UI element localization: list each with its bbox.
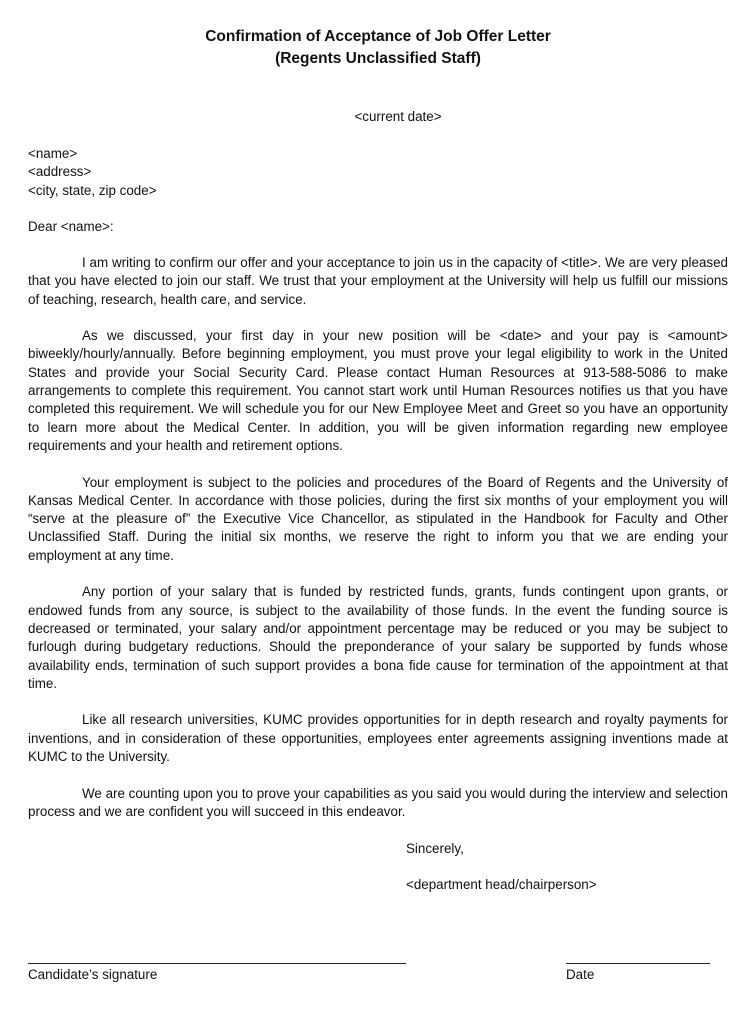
paragraph-closing-remarks: We are counting upon you to prove your capabilities as you said you would during the interview and selection process and we are confident you will succeed in this endeavor. bbox=[28, 785, 728, 819]
paragraph-start-date-pay: As we discussed, your first day in your new position will be <date> and your pay is <amount> biweekly/hourly/annually. Before beginning employment, you must prove your legal eligibility to work in the United States and provide your Social Security Card. Please contact Human Resources at 913-588-5086 to make arrangements to complete this requirement. You cannot start work until Human Resources notifies us that you have completed this requirement. We will schedule you for our New Employee Meet and Greet so you have an opportunity to learn more about the Medical Center. In addition, you will be given information regarding new employee requirements and your health and retirement options. bbox=[28, 328, 728, 453]
paragraph-confirmation: I am writing to confirm our offer and your acceptance to join us in the capacity of <title>. We are very pleased that you have elected to join our staff. We trust that your employment at the University will help us fulfill our missions of teaching, research, health care, and service. bbox=[28, 255, 728, 307]
candidate-signature-label: Candidate’s signature bbox=[28, 967, 158, 982]
letter-body bbox=[28, 254, 728, 840]
signer-placeholder: <department head/chairperson> bbox=[406, 877, 597, 892]
paragraph-funding: Any portion of your salary that is funded by restricted funds, grants, funds contingent upon grants, or endowed funds from any source, is subject to the availability of those funds. In the event the funding source is decreased or terminated, your salary and/or appointment percentage may be reduced or you may be subject to furlough during budgetary reductions. Should the preponderance of your salary be supported by funds whose availability ends, termination of such support provides a bona fide cause for termination of the appointment at that time. bbox=[28, 584, 728, 691]
recipient-city-state-zip: <city, state, zip code> bbox=[28, 182, 157, 198]
recipient-name: <name> bbox=[28, 146, 78, 161]
letter-title: Confirmation of Acceptance of Job Offer Letter bbox=[205, 28, 551, 45]
paragraph-policies: Your employment is subject to the policies and procedures of the Board of Regents and the University of Kansas Medical Center. In accordance with those policies, during the first six months of your employment you will “serve at the pleasure of” the Executive Vice Chancellor, as stipulated in the Handbook for Faculty and Other Unclassified Staff. During the initial six months, we reserve the right to inform you that we are ending your employment at any time. bbox=[28, 474, 728, 563]
date-signature-line bbox=[566, 963, 710, 964]
letter-subtitle: (Regents Unclassified Staff) bbox=[275, 50, 481, 67]
valediction: Sincerely, bbox=[406, 841, 464, 856]
date-label: Date bbox=[566, 967, 595, 982]
paragraph-inventions: Like all research universities, KUMC provides opportunities for in depth research and royalty payments for inventions, and in consideration of these opportunities, employees enter agreements assigning inventions made at KUMC to the University. bbox=[28, 712, 728, 765]
recipient-address: <address> bbox=[28, 164, 92, 180]
recipient-block bbox=[28, 145, 157, 200]
candidate-signature-line bbox=[28, 963, 406, 964]
date-placeholder: <current date> bbox=[354, 109, 442, 124]
salutation: Dear <name>: bbox=[28, 219, 114, 234]
